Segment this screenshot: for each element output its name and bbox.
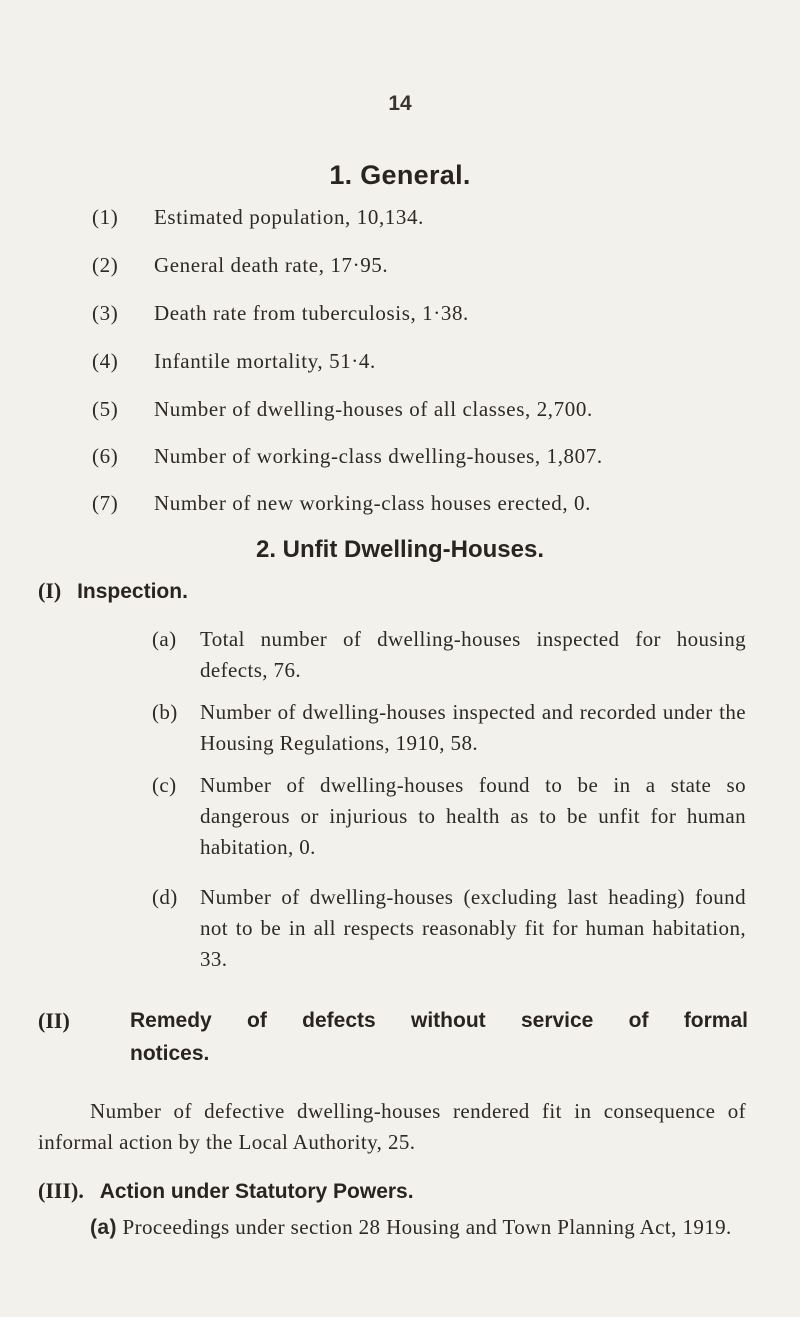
- subsection-title-line-2: notices.: [130, 1042, 210, 1065]
- action-paragraph: [38, 1212, 746, 1243]
- subsection-heading-remedy: [38, 1004, 748, 1070]
- inspection-item-label: (d): [152, 885, 178, 909]
- list-item-text: General death rate, 17·95.: [154, 253, 389, 277]
- subsection-title: Inspection.: [77, 580, 188, 603]
- inspection-item-label: (b): [152, 700, 178, 724]
- list-item-text: Infantile mortality, 51·4.: [154, 349, 376, 373]
- list-item-number: (4): [92, 349, 119, 373]
- subsection-title-line-1: Remedy of defects without service of formal: [130, 1009, 748, 1032]
- page-number: 14: [388, 92, 412, 115]
- inspection-item-text: Number of dwelling-houses (excluding last heading) found not to be in all respects reasonably fit for human habitation, 33.: [200, 885, 746, 971]
- section-heading-unfit-dwelling-houses: 2. Unfit Dwelling-Houses.: [255, 536, 545, 563]
- subsection-numeral: (III).: [38, 1178, 84, 1203]
- list-item-text: Number of new working-class houses erected, 0.: [154, 491, 591, 515]
- list-item-number: (1): [92, 205, 119, 229]
- inspection-item-label: (a): [152, 627, 177, 651]
- list-item-text: Estimated population, 10,134.: [154, 205, 424, 229]
- list-item-number: (5): [92, 397, 119, 421]
- subsection-title: Action under Statutory Powers.: [99, 1180, 414, 1203]
- subsection-heading-inspection: [38, 578, 188, 604]
- list-item-number: (6): [92, 444, 119, 468]
- list-item-text: Death rate from tuberculosis, 1·38.: [154, 301, 469, 325]
- list-item-text: Number of dwelling-houses of all classes, 2,700.: [154, 397, 593, 421]
- inspection-item-label: (c): [152, 773, 177, 797]
- list-item-number: (2): [92, 253, 119, 277]
- inspection-item: [152, 770, 746, 863]
- remedy-paragraph: Number of defective dwelling-houses rendered fit in consequence of informal action by the Local Authority, 25.: [38, 1099, 746, 1154]
- inspection-item-text: Number of dwelling-houses found to be in a state so dangerous or injurious to health as to be unfit for human habitation, 0.: [200, 773, 746, 859]
- action-item-text: Proceedings under section 28 Housing and Town Planning Act, 1919.: [122, 1215, 732, 1239]
- inspection-item-text: Total number of dwelling-houses inspected for housing defects, 76.: [200, 627, 746, 682]
- inspection-item: [152, 882, 746, 975]
- list-item-number: (7): [92, 491, 119, 515]
- list-item-number: (3): [92, 301, 119, 325]
- inspection-item: [152, 624, 746, 686]
- subsection-heading-action: [38, 1178, 414, 1204]
- inspection-item: [152, 697, 746, 759]
- inspection-item-text: Number of dwelling-houses inspected and recorded under the Housing Regulations, 1910, 58.: [200, 700, 746, 755]
- section-heading-general: 1. General.: [329, 160, 471, 190]
- list-item-text: Number of working-class dwelling-houses, 1,807.: [154, 444, 603, 468]
- subsection-numeral: (II): [38, 1008, 70, 1033]
- subsection-numeral: (I): [38, 578, 62, 603]
- action-item-label: (a): [90, 1216, 117, 1239]
